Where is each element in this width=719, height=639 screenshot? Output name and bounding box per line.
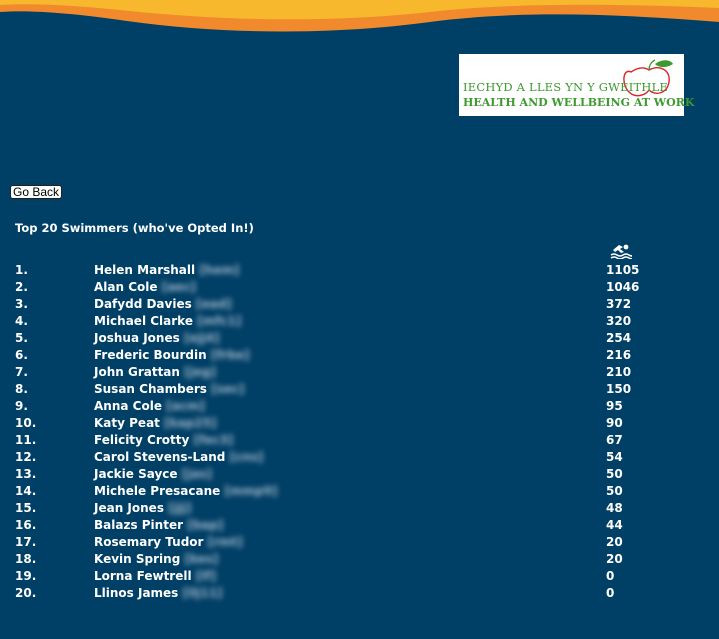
swimmer-name: Joshua Jones	[94, 331, 180, 345]
leaderboard-row	[0, 466, 719, 483]
row-score: 150	[606, 382, 632, 396]
row-rank: 8.	[15, 382, 28, 396]
row-name	[94, 568, 216, 585]
swimmer-username: [frbe]	[210, 348, 250, 362]
row-score: 50	[606, 467, 623, 481]
row-score: 48	[606, 501, 623, 515]
row-name	[94, 330, 220, 347]
swimmer-name: Alan Cole	[94, 280, 158, 294]
row-score: 44	[606, 518, 623, 532]
row-name	[94, 432, 233, 449]
leaderboard-row	[0, 568, 719, 585]
swimmer-name: Lorna Fewtrell	[94, 569, 192, 583]
swimmer-icon	[610, 241, 632, 259]
leaderboard-row	[0, 313, 719, 330]
swimmer-username: [ejj4]	[183, 331, 220, 345]
row-name	[94, 398, 205, 415]
row-rank: 6.	[15, 348, 28, 362]
swimmer-username: [fec3]	[193, 433, 234, 447]
row-score: 210	[606, 365, 632, 379]
row-score: 50	[606, 484, 623, 498]
leaderboard-row	[0, 381, 719, 398]
row-score: 1105	[606, 263, 640, 277]
leaderboard-row	[0, 279, 719, 296]
row-rank: 15.	[15, 501, 37, 515]
leaderboard-row	[0, 262, 719, 279]
row-name	[94, 381, 244, 398]
swimmer-name: Kevin Spring	[94, 552, 181, 566]
swimmer-name: Jackie Sayce	[94, 467, 178, 481]
leaderboard-row	[0, 551, 719, 568]
logo-english-text: HEALTH AND WELLBEING AT WORK	[463, 96, 695, 109]
row-score: 320	[606, 314, 632, 328]
leaderboard-row	[0, 483, 719, 500]
row-rank: 19.	[15, 569, 37, 583]
row-name	[94, 415, 216, 432]
row-rank: 17.	[15, 535, 37, 549]
leaderboard-row	[0, 449, 719, 466]
swimmer-username: [cns]	[229, 450, 264, 464]
row-name	[94, 551, 218, 568]
row-score: 1046	[606, 280, 640, 294]
row-score: 95	[606, 399, 623, 413]
row-score: 372	[606, 297, 632, 311]
row-name	[94, 279, 196, 296]
row-score: 254	[606, 331, 632, 345]
swimmer-username: [rmt]	[207, 535, 243, 549]
row-rank: 14.	[15, 484, 37, 498]
row-score: 90	[606, 416, 623, 430]
leaderboard-row	[0, 534, 719, 551]
row-rank: 11.	[15, 433, 37, 447]
row-score: 0	[606, 569, 615, 583]
swimmer-name: John Grattan	[94, 365, 180, 379]
row-score: 54	[606, 450, 623, 464]
row-name	[94, 517, 223, 534]
swimmer-username: [jjj]	[168, 501, 192, 515]
row-name	[94, 364, 216, 381]
row-rank: 12.	[15, 450, 37, 464]
row-rank: 9.	[15, 399, 28, 413]
swimmer-name: Michele Presacane	[94, 484, 221, 498]
row-name	[94, 483, 277, 500]
swimmer-username: [aec]	[161, 280, 197, 294]
swimmer-username: [llj11]	[182, 586, 223, 600]
health-wellbeing-logo	[459, 54, 695, 116]
row-rank: 4.	[15, 314, 28, 328]
swimmer-username: [hem]	[199, 263, 240, 277]
swimmer-username: [ead]	[195, 297, 232, 311]
leaderboard-row	[0, 415, 719, 432]
logo-welsh-text: IECHYD A LLES YN Y GWEITHLE	[463, 80, 669, 94]
row-rank: 13.	[15, 467, 37, 481]
swimmer-username: [jas]	[181, 467, 213, 481]
row-score: 20	[606, 552, 623, 566]
header-wave-banner	[0, 0, 719, 40]
row-name	[94, 466, 212, 483]
swimmer-username: [sec]	[211, 382, 245, 396]
swimmer-name: Dafydd Davies	[94, 297, 192, 311]
row-rank: 20.	[15, 586, 37, 600]
row-name	[94, 262, 239, 279]
go-back-button[interactable]: Go Back	[10, 185, 62, 199]
swimmer-username: [mmp9]	[224, 484, 278, 498]
leaderboard-row	[0, 330, 719, 347]
leaderboard-row	[0, 398, 719, 415]
swimmer-name: Michael Clarke	[94, 314, 193, 328]
swimmer-username: [kap25]	[164, 416, 217, 430]
row-score: 67	[606, 433, 623, 447]
swimmer-name: Susan Chambers	[94, 382, 207, 396]
swimmer-username: [jeg]	[184, 365, 216, 379]
swimmer-name: Rosemary Tudor	[94, 535, 204, 549]
leaderboard-row	[0, 364, 719, 381]
leaderboard-row	[0, 296, 719, 313]
row-score: 216	[606, 348, 632, 362]
leaderboard-row	[0, 432, 719, 449]
page-title: Top 20 Swimmers (who've Opted In!)	[15, 221, 254, 235]
swimmer-username: [bap]	[187, 518, 224, 532]
row-name	[94, 449, 263, 466]
swimmer-name: Carol Stevens-Land	[94, 450, 226, 464]
swimmer-name: Jean Jones	[94, 501, 164, 515]
swimmer-name: Balazs Pinter	[94, 518, 184, 532]
row-rank: 1.	[15, 263, 28, 277]
swimmer-name: Helen Marshall	[94, 263, 196, 277]
row-score: 20	[606, 535, 623, 549]
swimmer-username: [kes]	[184, 552, 219, 566]
row-rank: 7.	[15, 365, 28, 379]
leaderboard-row	[0, 517, 719, 534]
swimmer-username: [acm]	[166, 399, 205, 413]
swimmer-name: Katy Peat	[94, 416, 160, 430]
row-rank: 3.	[15, 297, 28, 311]
row-name	[94, 347, 250, 364]
row-name	[94, 585, 223, 602]
row-name	[94, 534, 243, 551]
leaderboard-row	[0, 500, 719, 517]
leaderboard-row	[0, 585, 719, 602]
row-name	[94, 313, 241, 330]
swimmer-name: Felicity Crotty	[94, 433, 190, 447]
row-name	[94, 500, 191, 517]
row-rank: 2.	[15, 280, 28, 294]
swimmer-name: Frederic Bourdin	[94, 348, 207, 362]
row-rank: 16.	[15, 518, 37, 532]
row-score: 0	[606, 586, 615, 600]
swimmer-name: Llinos James	[94, 586, 179, 600]
row-name	[94, 296, 232, 313]
row-rank: 5.	[15, 331, 28, 345]
swimmer-username: [lf]	[195, 569, 217, 583]
leaderboard-row	[0, 347, 719, 364]
swimmer-name: Anna Cole	[94, 399, 162, 413]
row-rank: 10.	[15, 416, 37, 430]
row-rank: 18.	[15, 552, 37, 566]
swimmer-username: [mfc1]	[197, 314, 242, 328]
